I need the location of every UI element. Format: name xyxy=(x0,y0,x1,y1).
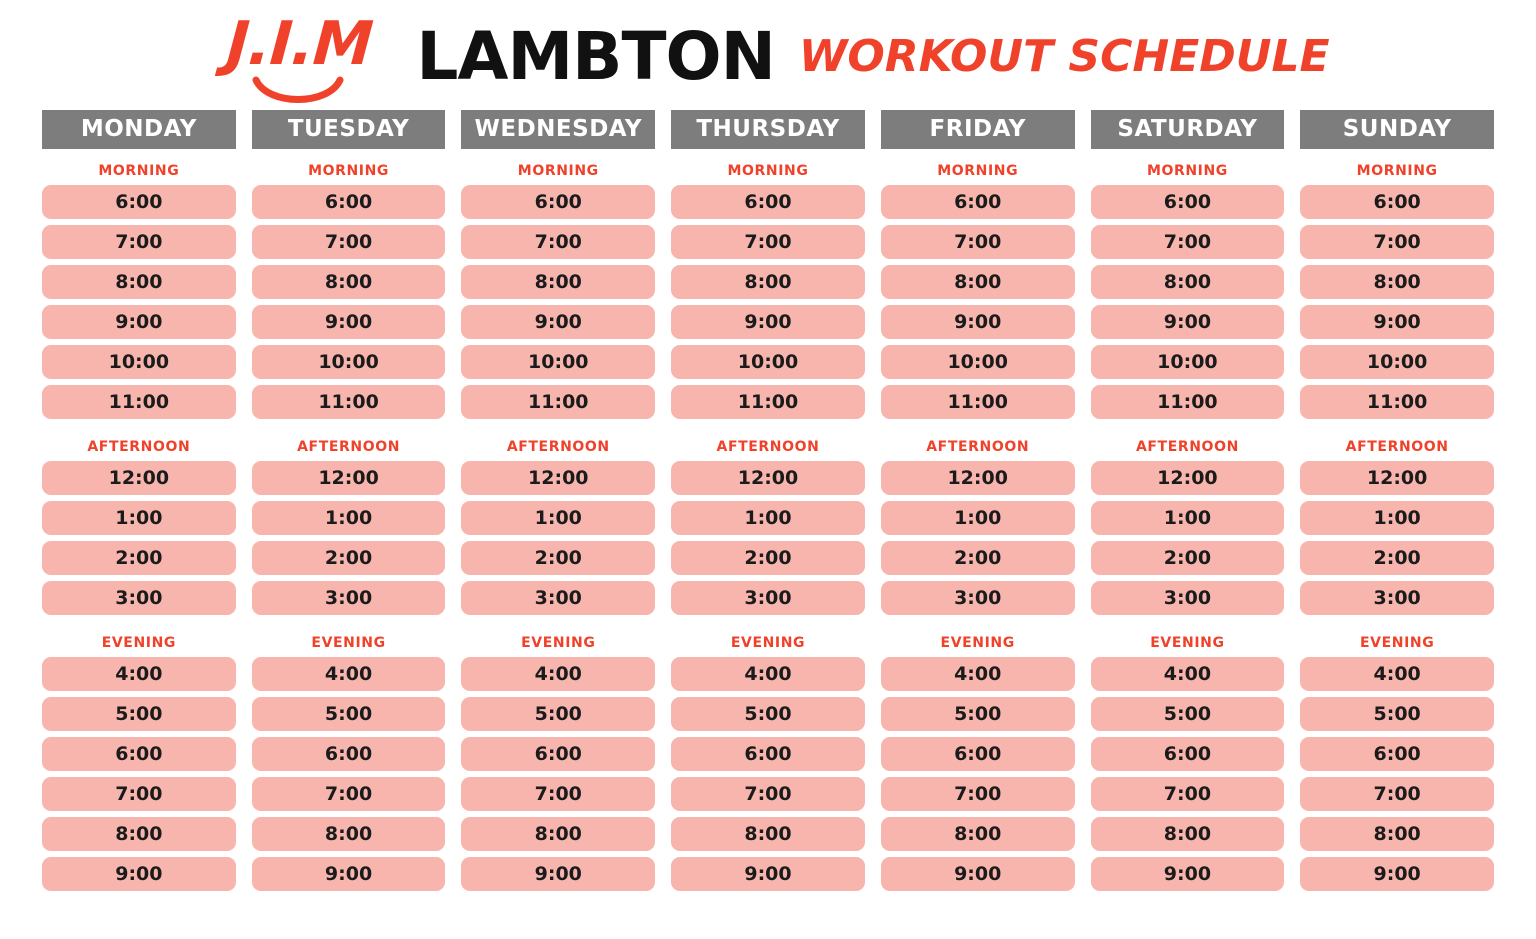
time-slot[interactable]: 3:00 xyxy=(881,581,1075,615)
time-slot[interactable]: 10:00 xyxy=(671,345,865,379)
time-slot[interactable]: 7:00 xyxy=(881,225,1075,259)
time-slot[interactable]: 1:00 xyxy=(42,501,236,535)
time-slot[interactable]: 8:00 xyxy=(252,265,446,299)
section-label-afternoon: AFTERNOON xyxy=(716,439,820,455)
time-slot[interactable]: 11:00 xyxy=(671,385,865,419)
time-slot[interactable]: 9:00 xyxy=(671,305,865,339)
time-slot[interactable]: 3:00 xyxy=(671,581,865,615)
brand-title: LAMBTON xyxy=(416,18,775,95)
time-slot[interactable]: 9:00 xyxy=(881,305,1075,339)
time-slot[interactable]: 9:00 xyxy=(881,857,1075,891)
time-slot[interactable]: 8:00 xyxy=(42,817,236,851)
section-label-morning: MORNING xyxy=(308,163,390,179)
time-slot[interactable]: 1:00 xyxy=(881,501,1075,535)
time-slot[interactable]: 9:00 xyxy=(1091,857,1285,891)
time-slot[interactable]: 3:00 xyxy=(461,581,655,615)
day-header: WEDNESDAY xyxy=(461,110,655,149)
time-slot[interactable]: 6:00 xyxy=(42,737,236,771)
time-slot[interactable]: 6:00 xyxy=(671,185,865,219)
page-header xyxy=(0,0,1536,110)
day-header: MONDAY xyxy=(42,110,236,149)
time-slot[interactable]: 5:00 xyxy=(881,697,1075,731)
time-slot[interactable]: 6:00 xyxy=(881,737,1075,771)
time-slot[interactable]: 8:00 xyxy=(671,265,865,299)
section-label-afternoon: AFTERNOON xyxy=(1135,439,1239,455)
section-label-morning: MORNING xyxy=(727,163,809,179)
time-slot[interactable]: 6:00 xyxy=(671,737,865,771)
section-label-morning: MORNING xyxy=(937,163,1019,179)
time-slot[interactable]: 11:00 xyxy=(252,385,446,419)
time-slot[interactable]: 12:00 xyxy=(252,461,446,495)
time-slot[interactable]: 3:00 xyxy=(42,581,236,615)
section-label-evening: EVENING xyxy=(311,635,386,651)
section-label-evening: EVENING xyxy=(940,635,1015,651)
time-slot[interactable]: 1:00 xyxy=(671,501,865,535)
time-slot[interactable]: 10:00 xyxy=(42,345,236,379)
section-label-afternoon: AFTERNOON xyxy=(1345,439,1449,455)
time-slot[interactable]: 4:00 xyxy=(252,657,446,691)
section-label-afternoon: AFTERNOON xyxy=(926,439,1030,455)
time-slot[interactable]: 7:00 xyxy=(252,777,446,811)
day-column-monday xyxy=(42,110,236,897)
time-slot[interactable]: 4:00 xyxy=(42,657,236,691)
time-slot[interactable]: 1:00 xyxy=(1300,501,1494,535)
time-slot[interactable]: 11:00 xyxy=(1300,385,1494,419)
time-slot[interactable]: 10:00 xyxy=(1300,345,1494,379)
section-label-evening: EVENING xyxy=(1359,635,1435,651)
section-label-morning: MORNING xyxy=(98,163,180,179)
time-slot[interactable]: 2:00 xyxy=(252,541,446,575)
time-slot[interactable]: 8:00 xyxy=(1091,817,1285,851)
section-label-morning: MORNING xyxy=(517,163,599,179)
time-slot[interactable]: 5:00 xyxy=(1091,697,1285,731)
section-label-evening: EVENING xyxy=(521,635,596,651)
time-slot[interactable]: 5:00 xyxy=(671,697,865,731)
time-slot[interactable]: 6:00 xyxy=(461,737,655,771)
time-slot[interactable]: 11:00 xyxy=(42,385,236,419)
time-slot[interactable]: 2:00 xyxy=(671,541,865,575)
time-slot[interactable]: 7:00 xyxy=(252,225,446,259)
section-label-morning: MORNING xyxy=(1146,163,1228,179)
time-slot[interactable]: 5:00 xyxy=(252,697,446,731)
day-column-wednesday xyxy=(461,110,655,897)
time-slot[interactable]: 9:00 xyxy=(42,305,236,339)
time-slot[interactable]: 1:00 xyxy=(461,501,655,535)
time-slot[interactable]: 4:00 xyxy=(881,657,1075,691)
time-slot[interactable]: 7:00 xyxy=(461,225,655,259)
schedule-grid xyxy=(0,110,1536,897)
time-slot[interactable]: 6:00 xyxy=(252,185,446,219)
time-slot[interactable]: 12:00 xyxy=(671,461,865,495)
time-slot[interactable]: 2:00 xyxy=(1300,541,1494,575)
time-slot[interactable]: 4:00 xyxy=(1091,657,1285,691)
time-slot[interactable]: 12:00 xyxy=(1091,461,1285,495)
time-slot[interactable]: 1:00 xyxy=(1091,501,1285,535)
time-slot[interactable]: 5:00 xyxy=(1300,697,1494,731)
time-slot[interactable]: 3:00 xyxy=(1300,581,1494,615)
time-slot[interactable]: 8:00 xyxy=(461,817,655,851)
time-slot[interactable]: 8:00 xyxy=(1300,265,1494,299)
time-slot[interactable]: 5:00 xyxy=(42,697,236,731)
day-header: THURSDAY xyxy=(671,110,865,149)
time-slot[interactable]: 8:00 xyxy=(671,817,865,851)
time-slot[interactable]: 6:00 xyxy=(1091,737,1285,771)
time-slot[interactable]: 6:00 xyxy=(1300,185,1494,219)
time-slot[interactable]: 8:00 xyxy=(42,265,236,299)
section-label-evening: EVENING xyxy=(101,635,176,651)
time-slot[interactable]: 2:00 xyxy=(461,541,655,575)
time-slot[interactable]: 7:00 xyxy=(671,225,865,259)
time-slot[interactable]: 9:00 xyxy=(671,857,865,891)
time-slot[interactable]: 9:00 xyxy=(252,857,446,891)
time-slot[interactable]: 6:00 xyxy=(461,185,655,219)
time-slot[interactable]: 8:00 xyxy=(1300,817,1494,851)
time-slot[interactable]: 11:00 xyxy=(1091,385,1285,419)
section-label-afternoon: AFTERNOON xyxy=(87,439,191,455)
time-slot[interactable]: 2:00 xyxy=(1091,541,1285,575)
time-slot[interactable]: 7:00 xyxy=(671,777,865,811)
time-slot[interactable]: 6:00 xyxy=(1300,737,1494,771)
section-label-evening: EVENING xyxy=(730,635,806,651)
day-header: SUNDAY xyxy=(1300,110,1494,149)
time-slot[interactable]: 7:00 xyxy=(1300,777,1494,811)
time-slot[interactable]: 9:00 xyxy=(1300,305,1494,339)
time-slot[interactable]: 10:00 xyxy=(252,345,446,379)
day-header: TUESDAY xyxy=(252,110,446,149)
time-slot[interactable]: 7:00 xyxy=(42,777,236,811)
time-slot[interactable]: 8:00 xyxy=(1091,265,1285,299)
time-slot[interactable]: 10:00 xyxy=(461,345,655,379)
section-label-morning: MORNING xyxy=(1356,163,1438,179)
section-label-evening: EVENING xyxy=(1150,635,1225,651)
time-slot[interactable]: 6:00 xyxy=(42,185,236,219)
time-slot[interactable]: 9:00 xyxy=(461,305,655,339)
time-slot[interactable]: 12:00 xyxy=(42,461,236,495)
day-header: FRIDAY xyxy=(881,110,1075,149)
time-slot[interactable]: 5:00 xyxy=(461,697,655,731)
smile-icon xyxy=(252,76,344,110)
time-slot[interactable]: 8:00 xyxy=(461,265,655,299)
section-label-afternoon: AFTERNOON xyxy=(506,439,610,455)
time-slot[interactable]: 9:00 xyxy=(461,857,655,891)
time-slot[interactable]: 4:00 xyxy=(461,657,655,691)
time-slot[interactable]: 12:00 xyxy=(1300,461,1494,495)
time-slot[interactable]: 12:00 xyxy=(881,461,1075,495)
time-slot[interactable]: 7:00 xyxy=(881,777,1075,811)
jim-logo xyxy=(206,9,392,100)
day-column-saturday xyxy=(1091,110,1285,897)
time-slot[interactable]: 6:00 xyxy=(881,185,1075,219)
time-slot[interactable]: 7:00 xyxy=(1091,777,1285,811)
time-slot[interactable]: 7:00 xyxy=(42,225,236,259)
time-slot[interactable]: 9:00 xyxy=(42,857,236,891)
day-column-sunday xyxy=(1300,110,1494,897)
section-label-afternoon: AFTERNOON xyxy=(297,439,401,455)
time-slot[interactable]: 8:00 xyxy=(252,817,446,851)
time-slot[interactable]: 7:00 xyxy=(461,777,655,811)
time-slot[interactable]: 2:00 xyxy=(881,541,1075,575)
time-slot[interactable]: 6:00 xyxy=(252,737,446,771)
time-slot[interactable]: 11:00 xyxy=(881,385,1075,419)
time-slot[interactable]: 2:00 xyxy=(42,541,236,575)
time-slot[interactable]: 4:00 xyxy=(1300,657,1494,691)
day-header: SATURDAY xyxy=(1091,110,1285,149)
day-column-thursday xyxy=(671,110,865,897)
time-slot[interactable]: 3:00 xyxy=(1091,581,1285,615)
time-slot[interactable]: 6:00 xyxy=(1091,185,1285,219)
time-slot[interactable]: 4:00 xyxy=(671,657,865,691)
time-slot[interactable]: 7:00 xyxy=(1091,225,1285,259)
time-slot[interactable]: 11:00 xyxy=(461,385,655,419)
time-slot[interactable]: 3:00 xyxy=(252,581,446,615)
time-slot[interactable]: 7:00 xyxy=(1300,225,1494,259)
time-slot[interactable]: 8:00 xyxy=(881,817,1075,851)
time-slot[interactable]: 12:00 xyxy=(461,461,655,495)
time-slot[interactable]: 9:00 xyxy=(252,305,446,339)
time-slot[interactable]: 9:00 xyxy=(1300,857,1494,891)
time-slot[interactable]: 10:00 xyxy=(881,345,1075,379)
day-column-friday xyxy=(881,110,1075,897)
time-slot[interactable]: 10:00 xyxy=(1091,345,1285,379)
day-column-tuesday xyxy=(252,110,446,897)
page-subtitle: WORKOUT SCHEDULE xyxy=(798,31,1330,82)
time-slot[interactable]: 1:00 xyxy=(252,501,446,535)
time-slot[interactable]: 9:00 xyxy=(1091,305,1285,339)
time-slot[interactable]: 8:00 xyxy=(881,265,1075,299)
logo-text: J.I.M xyxy=(224,9,375,79)
